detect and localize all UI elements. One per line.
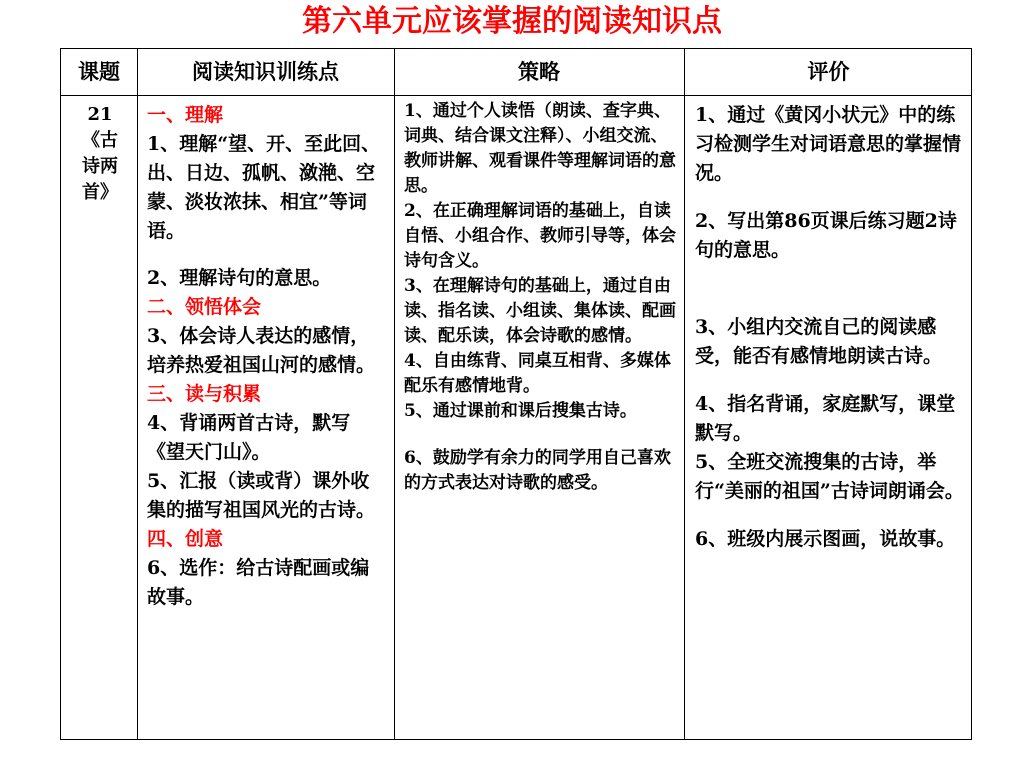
knowledge-table — [60, 48, 972, 740]
header-divider — [61, 95, 971, 96]
lesson-number: 21 — [87, 104, 113, 125]
strategy-item: 5、通过课前和课后搜集古诗。 — [404, 401, 637, 421]
point-item: 2、理解诗句的意思。 — [147, 267, 332, 289]
section-heading: 四、创意 — [147, 528, 224, 550]
evaluation-item: 3、小组内交流自己的阅读感受，能否有感情地朗读古诗。 — [695, 316, 943, 367]
evaluation-item: 4、指名背诵，家庭默写，课堂默写。 — [695, 393, 956, 444]
point-item: 6、选作：给古诗配画或编故事。 — [147, 557, 370, 608]
points-cell — [137, 97, 394, 739]
lesson-name-line: 诗两 — [82, 156, 118, 177]
section-heading: 三、读与积累 — [147, 383, 262, 405]
evaluation-item: 5、全班交流搜集的古诗，举行“美丽的祖国”古诗词朗诵会。 — [695, 451, 964, 502]
point-item: 5、汇报（读或背）课外收集的描写祖国风光的古诗。 — [147, 470, 376, 521]
section-heading: 二、领悟体会 — [147, 296, 262, 318]
header-strategy: 策略 — [518, 59, 560, 84]
strategy-item: 6、鼓励学有余力的同学用自己喜欢的方式表达对诗歌的感受。 — [404, 448, 671, 493]
section-heading: 一、理解 — [147, 104, 224, 126]
strategy-item: 3、在理解诗句的基础上，通过自由读、指名读、小组读、集体读、配画读、配乐读，体会诗歌的感情。 — [404, 276, 676, 346]
header-evaluation: 评价 — [807, 59, 850, 84]
header-lesson: 课题 — [78, 59, 120, 84]
lesson-name-line: 首》 — [82, 182, 118, 203]
point-item: 1、理解“望、开、至此回、出、日边、孤帆、潋滟、空蒙、淡妆浓抹、相宜”等词语。 — [147, 133, 381, 242]
evaluation-cell — [684, 97, 973, 739]
header-points: 阅读知识训练点 — [192, 59, 339, 84]
strategy-item: 2、在正确理解词语的基础上，自读自悟、小组合作、教师引导等，体会诗句含义。 — [404, 201, 676, 271]
evaluation-item: 2、写出第86页课后练习题2诗句的意思。 — [695, 210, 957, 261]
point-item: 4、背诵两首古诗，默写《望天门山》。 — [147, 412, 351, 463]
lesson-cell — [61, 97, 137, 739]
point-item: 3、体会诗人表达的感情，培养热爱祖国山河的感情。 — [147, 325, 376, 376]
strategy-item: 4、自由练背、同桌互相背、多媒体配乐有感情地背。 — [404, 351, 671, 396]
evaluation-item: 1、通过《黄冈小状元》中的练习检测学生对词语意思的掌握情况。 — [695, 104, 962, 184]
lesson-name-line: 《古 — [82, 130, 118, 151]
evaluation-item: 6、班级内展示图画，说故事。 — [695, 528, 956, 550]
page-title: 第六单元应该掌握的阅读知识点 — [302, 4, 722, 39]
strategy-cell — [394, 97, 684, 739]
strategy-item: 1、通过个人读悟（朗读、查字典、词典、结合课文注释）、小组交流、教师讲解、观看课件等理解词语的意思。 — [404, 101, 676, 196]
